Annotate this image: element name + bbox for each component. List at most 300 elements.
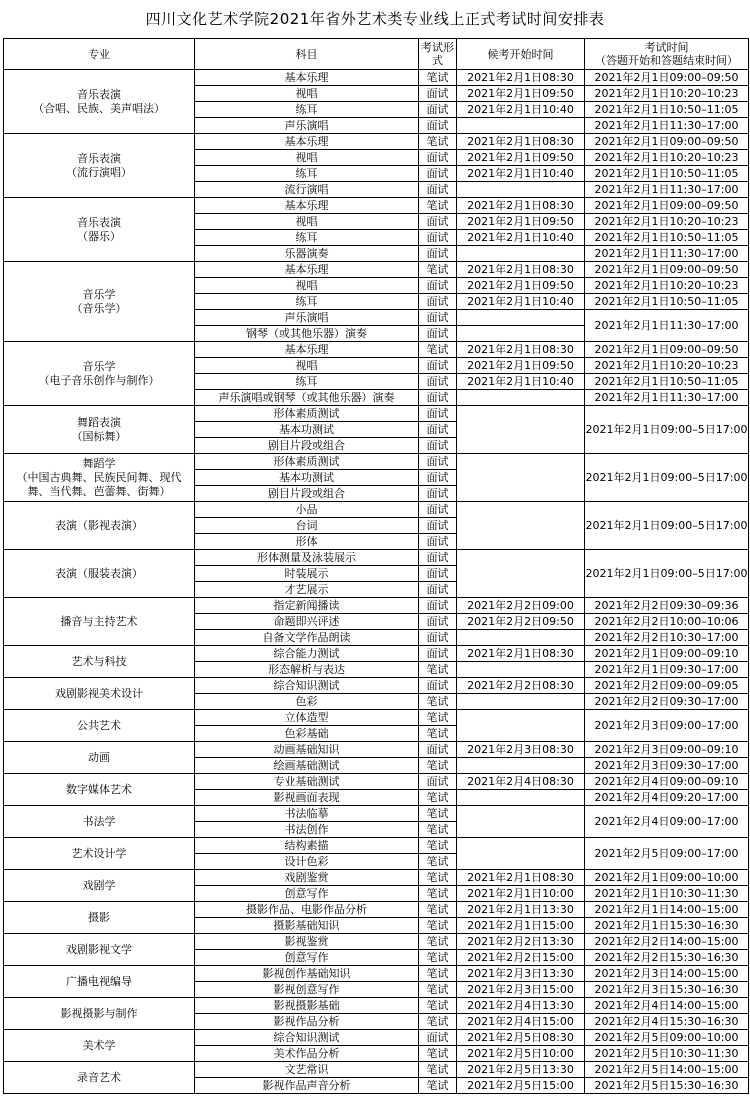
exam-time-cell: 2021年2月5日10:30–11:30 (585, 1046, 749, 1062)
table-row (4, 1030, 749, 1046)
exam-time-cell: 2021年2月3日09:30–17:00 (585, 758, 749, 774)
waiting-time-cell: 2021年2月1日10:00 (457, 886, 585, 902)
subject-cell: 综合能力测试 (195, 646, 419, 662)
major-name-line: 动画 (88, 750, 110, 764)
subject-cell: 形体素质测试 (195, 454, 419, 470)
exam-time-cell: 2021年2月1日09:00–5日17:00 (585, 550, 749, 598)
major-name-line: （中国古典舞、民族民间舞、现代 (16, 470, 182, 484)
major-name-line: 音乐学 (82, 359, 116, 373)
exam-time-cell: 2021年2月2日09:30–09:36 (585, 598, 749, 614)
exam-form-cell: 面试 (419, 502, 457, 518)
exam-form-cell: 面试 (419, 678, 457, 694)
exam-form-cell: 笔试 (419, 262, 457, 278)
waiting-time-cell: 2021年2月2日09:00 (457, 598, 585, 614)
waiting-time-cell: 2021年2月5日13:30 (457, 1062, 585, 1078)
subject-cell: 书法临摹 (195, 806, 419, 822)
major-cell (4, 1030, 195, 1062)
exam-time-cell: 2021年2月1日09:00–09:50 (585, 342, 749, 358)
subject-cell: 书法创作 (195, 822, 419, 838)
table-row (4, 966, 749, 982)
major-cell (4, 502, 195, 550)
exam-form-cell: 面试 (419, 406, 457, 422)
waiting-time-cell (457, 806, 585, 838)
exam-time-cell: 2021年2月1日10:50–11:05 (585, 102, 749, 118)
major-cell (4, 550, 195, 598)
exam-form-cell: 面试 (419, 438, 457, 454)
exam-time-cell: 2021年2月2日10:00–10:06 (585, 614, 749, 630)
exam-form-cell: 面试 (419, 214, 457, 230)
major-cell (4, 262, 195, 342)
exam-time-cell: 2021年2月3日15:30–16:30 (585, 982, 749, 998)
waiting-time-cell (457, 630, 585, 646)
exam-form-cell: 笔试 (419, 710, 457, 726)
table-row (4, 406, 749, 422)
exam-time-cell: 2021年2月1日09:00–09:50 (585, 262, 749, 278)
subject-cell: 练耳 (195, 230, 419, 246)
table-row (4, 342, 749, 358)
major-cell (4, 406, 195, 454)
exam-time-cell: 2021年2月3日09:00–09:10 (585, 742, 749, 758)
exam-form-cell: 面试 (419, 390, 457, 406)
exam-form-cell: 笔试 (419, 342, 457, 358)
exam-form-cell: 面试 (419, 518, 457, 534)
waiting-time-cell (457, 118, 585, 134)
exam-form-cell: 笔试 (419, 822, 457, 838)
waiting-time-cell: 2021年2月2日15:00 (457, 950, 585, 966)
major-name-line: 数字媒体艺术 (66, 782, 132, 796)
header-exam-time (585, 39, 749, 70)
waiting-time-cell: 2021年2月1日09:50 (457, 358, 585, 374)
exam-form-cell: 笔试 (419, 790, 457, 806)
exam-form-cell: 笔试 (419, 998, 457, 1014)
table-row (4, 678, 749, 694)
exam-time-cell: 2021年2月1日15:30–16:30 (585, 918, 749, 934)
subject-cell: 文艺常识 (195, 1062, 419, 1078)
subject-cell: 设计色彩 (195, 854, 419, 870)
exam-time-cell: 2021年2月1日10:20–10:23 (585, 278, 749, 294)
exam-time-cell: 2021年2月1日09:00–09:50 (585, 134, 749, 150)
exam-form-cell: 面试 (419, 230, 457, 246)
subject-cell: 视唱 (195, 214, 419, 230)
subject-cell: 综合知识测试 (195, 1030, 419, 1046)
exam-time-cell: 2021年2月1日10:50–11:05 (585, 294, 749, 310)
subject-cell: 影视创作基础知识 (195, 966, 419, 982)
subject-cell: 命题即兴评述 (195, 614, 419, 630)
waiting-time-cell: 2021年2月3日15:00 (457, 982, 585, 998)
exam-form-cell: 面试 (419, 150, 457, 166)
waiting-time-cell (457, 406, 585, 454)
major-name-line: 戏剧影视美术设计 (55, 686, 143, 700)
exam-time-cell: 2021年2月4日09:20–17:00 (585, 790, 749, 806)
major-name-line: 舞、当代舞、芭蕾舞、街舞） (27, 484, 171, 498)
header-exam-time-line1: 考试时间 (644, 41, 689, 54)
exam-form-cell: 面试 (419, 278, 457, 294)
subject-cell: 基本乐理 (195, 262, 419, 278)
subject-cell: 创意写作 (195, 950, 419, 966)
exam-time-cell: 2021年2月1日10:20–10:23 (585, 150, 749, 166)
exam-time-cell: 2021年2月3日14:00–15:00 (585, 966, 749, 982)
exam-form-cell: 面试 (419, 454, 457, 470)
exam-form-cell: 笔试 (419, 966, 457, 982)
waiting-time-cell: 2021年2月1日10:40 (457, 102, 585, 118)
subject-cell: 基本乐理 (195, 198, 419, 214)
exam-form-cell: 面试 (419, 646, 457, 662)
exam-form-cell: 面试 (419, 422, 457, 438)
exam-form-cell: 面试 (419, 582, 457, 598)
major-name-line: （国标舞） (71, 429, 127, 443)
subject-cell: 形体素质测试 (195, 406, 419, 422)
subject-cell: 色彩基础 (195, 726, 419, 742)
table-row (4, 838, 749, 854)
exam-time-cell: 2021年2月1日11:30–17:00 (585, 310, 749, 342)
waiting-time-cell: 2021年2月4日15:00 (457, 1014, 585, 1030)
major-cell (4, 678, 195, 710)
exam-time-cell: 2021年2月1日09:00–5日17:00 (585, 406, 749, 454)
major-cell (4, 70, 195, 134)
subject-cell: 基本功测试 (195, 470, 419, 486)
subject-cell: 影视摄影基础 (195, 998, 419, 1014)
waiting-time-cell (457, 662, 585, 678)
exam-time-cell: 2021年2月1日11:30–17:00 (585, 390, 749, 406)
table-row (4, 502, 749, 518)
subject-cell: 形体 (195, 534, 419, 550)
table-row (4, 454, 749, 470)
subject-cell: 影视鉴赏 (195, 934, 419, 950)
exam-time-cell: 2021年2月1日10:20–10:23 (585, 358, 749, 374)
subject-cell: 视唱 (195, 358, 419, 374)
waiting-time-cell: 2021年2月1日10:40 (457, 230, 585, 246)
subject-cell: 钢琴（或其他乐器）演奏 (195, 326, 419, 342)
exam-time-cell: 2021年2月5日09:00–10:00 (585, 1030, 749, 1046)
waiting-time-cell: 2021年2月1日08:30 (457, 870, 585, 886)
subject-cell: 摄影基础知识 (195, 918, 419, 934)
table-row (4, 550, 749, 566)
waiting-time-cell: 2021年2月1日08:30 (457, 70, 585, 86)
waiting-time-cell: 2021年2月1日09:50 (457, 278, 585, 294)
exam-time-cell: 2021年2月2日15:30–16:30 (585, 950, 749, 966)
exam-time-cell: 2021年2月1日09:00–09:50 (585, 70, 749, 86)
exam-form-cell: 笔试 (419, 806, 457, 822)
major-cell (4, 870, 195, 902)
exam-time-cell: 2021年2月2日09:30–17:00 (585, 694, 749, 710)
waiting-time-cell (457, 790, 585, 806)
waiting-time-cell: 2021年2月2日08:30 (457, 678, 585, 694)
table-row (4, 870, 749, 886)
subject-cell: 结构素描 (195, 838, 419, 854)
exam-time-cell: 2021年2月1日14:00–15:00 (585, 902, 749, 918)
subject-cell: 形态解析与表达 (195, 662, 419, 678)
exam-time-cell: 2021年2月1日09:00–5日17:00 (585, 454, 749, 502)
major-cell (4, 902, 195, 934)
header-row (4, 39, 749, 70)
exam-form-cell: 面试 (419, 774, 457, 790)
exam-form-cell: 笔试 (419, 1078, 457, 1094)
exam-form-cell: 面试 (419, 246, 457, 262)
major-name-line: 表演（影视表演） (55, 518, 143, 532)
subject-cell: 立体造型 (195, 710, 419, 726)
subject-cell: 才艺展示 (195, 582, 419, 598)
waiting-time-cell: 2021年2月5日10:00 (457, 1046, 585, 1062)
exam-form-cell: 面试 (419, 550, 457, 566)
major-name-line: 广播电视编导 (66, 974, 132, 988)
exam-form-cell: 笔试 (419, 70, 457, 86)
exam-form-cell: 笔试 (419, 982, 457, 998)
waiting-time-cell (457, 758, 585, 774)
waiting-time-cell: 2021年2月1日08:30 (457, 646, 585, 662)
major-name-line: 音乐学 (82, 287, 116, 301)
subject-cell: 综合知识测试 (195, 678, 419, 694)
exam-form-cell: 面试 (419, 742, 457, 758)
waiting-time-cell (457, 390, 585, 406)
waiting-time-cell: 2021年2月4日08:30 (457, 774, 585, 790)
exam-time-cell: 2021年2月1日09:00–10:00 (585, 870, 749, 886)
major-cell (4, 198, 195, 262)
major-cell (4, 998, 195, 1030)
exam-form-cell: 面试 (419, 614, 457, 630)
subject-cell: 练耳 (195, 294, 419, 310)
subject-cell: 视唱 (195, 86, 419, 102)
major-name-line: 表演（服装表演） (55, 566, 143, 580)
major-cell (4, 134, 195, 198)
exam-time-cell: 2021年2月1日10:20–10:23 (585, 214, 749, 230)
waiting-time-cell: 2021年2月4日13:30 (457, 998, 585, 1014)
subject-cell: 戏剧鉴赏 (195, 870, 419, 886)
major-cell (4, 966, 195, 998)
subject-cell: 影视创意写作 (195, 982, 419, 998)
subject-cell: 基本乐理 (195, 342, 419, 358)
header-major: 专业 (4, 39, 195, 70)
header-form: 考试形式 (419, 39, 457, 70)
major-name-line: 摄影 (88, 910, 110, 924)
waiting-time-cell: 2021年2月1日13:30 (457, 902, 585, 918)
exam-form-cell: 笔试 (419, 726, 457, 742)
major-name-line: （音乐学） (71, 301, 127, 315)
exam-form-cell: 笔试 (419, 1014, 457, 1030)
exam-form-cell: 面试 (419, 166, 457, 182)
major-name-line: （器乐） (77, 229, 121, 243)
exam-form-cell: 笔试 (419, 902, 457, 918)
exam-time-cell: 2021年2月1日10:50–11:05 (585, 230, 749, 246)
subject-cell: 基本乐理 (195, 134, 419, 150)
exam-form-cell: 面试 (419, 470, 457, 486)
subject-cell: 美术作品分析 (195, 1046, 419, 1062)
exam-time-cell: 2021年2月5日15:30–16:30 (585, 1078, 749, 1094)
waiting-time-cell (457, 838, 585, 870)
waiting-time-cell (457, 454, 585, 502)
table-row (4, 998, 749, 1014)
exam-time-cell: 2021年2月2日14:00–15:00 (585, 934, 749, 950)
exam-form-cell: 面试 (419, 598, 457, 614)
waiting-time-cell (457, 710, 585, 742)
major-name-line: 影视摄影与制作 (60, 1006, 138, 1020)
table-row (4, 134, 749, 150)
major-name-line: 戏剧学 (82, 878, 116, 892)
major-cell (4, 646, 195, 678)
waiting-time-cell: 2021年2月1日09:50 (457, 86, 585, 102)
subject-cell: 自备文学作品朗读 (195, 630, 419, 646)
exam-time-cell: 2021年2月1日09:30–17:00 (585, 662, 749, 678)
waiting-time-cell (457, 310, 585, 326)
major-cell (4, 1062, 195, 1094)
exam-form-cell: 面试 (419, 102, 457, 118)
exam-form-cell: 面试 (419, 486, 457, 502)
table-row (4, 742, 749, 758)
subject-cell: 剧目片段或组合 (195, 486, 419, 502)
waiting-time-cell: 2021年2月1日09:50 (457, 214, 585, 230)
exam-time-cell: 2021年2月1日11:30–17:00 (585, 246, 749, 262)
waiting-time-cell: 2021年2月1日09:50 (457, 150, 585, 166)
exam-form-cell: 笔试 (419, 662, 457, 678)
subject-cell: 影视作品声音分析 (195, 1078, 419, 1094)
exam-time-cell: 2021年2月1日10:50–11:05 (585, 166, 749, 182)
major-cell (4, 454, 195, 502)
waiting-time-cell (457, 326, 585, 342)
major-name-line: （流行演唱） (66, 165, 132, 179)
subject-cell: 时装展示 (195, 566, 419, 582)
major-name-line: 音乐表演 (77, 151, 121, 165)
subject-cell: 绘画基础测试 (195, 758, 419, 774)
subject-cell: 流行演唱 (195, 182, 419, 198)
major-name-line: 播音与主持艺术 (60, 614, 138, 628)
waiting-time-cell: 2021年2月1日10:40 (457, 294, 585, 310)
exam-time-cell: 2021年2月4日15:30–16:30 (585, 1014, 749, 1030)
subject-cell: 形体测量及泳装展示 (195, 550, 419, 566)
subject-cell: 视唱 (195, 150, 419, 166)
major-name-line: 艺术设计学 (71, 846, 127, 860)
waiting-time-cell (457, 694, 585, 710)
exam-form-cell: 面试 (419, 1030, 457, 1046)
waiting-time-cell: 2021年2月2日09:50 (457, 614, 585, 630)
subject-cell: 声乐演唱 (195, 118, 419, 134)
subject-cell: 摄影作品、电影作品分析 (195, 902, 419, 918)
table-row (4, 774, 749, 790)
exam-time-cell: 2021年2月2日09:00–09:05 (585, 678, 749, 694)
table-row (4, 1062, 749, 1078)
major-cell (4, 742, 195, 774)
major-name-line: 录音艺术 (77, 1070, 121, 1084)
waiting-time-cell: 2021年2月1日10:40 (457, 166, 585, 182)
major-name-line: 艺术与科技 (71, 654, 127, 668)
header-exam-time-line2: （答题开始和答题结束时间） (595, 54, 738, 67)
exam-time-cell: 2021年2月4日09:00–09:10 (585, 774, 749, 790)
exam-form-cell: 笔试 (419, 950, 457, 966)
subject-cell: 台词 (195, 518, 419, 534)
waiting-time-cell (457, 550, 585, 598)
waiting-time-cell: 2021年2月2日13:30 (457, 934, 585, 950)
major-name-line: 音乐表演 (77, 87, 121, 101)
header-waiting-time: 候考开始时间 (457, 39, 585, 70)
exam-time-cell: 2021年2月1日09:00–09:10 (585, 646, 749, 662)
waiting-time-cell (457, 502, 585, 550)
exam-form-cell: 面试 (419, 358, 457, 374)
major-name-line: 舞蹈学 (82, 456, 116, 470)
subject-cell: 练耳 (195, 374, 419, 390)
exam-form-cell: 笔试 (419, 854, 457, 870)
exam-form-cell: 面试 (419, 566, 457, 582)
exam-form-cell: 笔试 (419, 838, 457, 854)
exam-time-cell: 2021年2月1日09:00–5日17:00 (585, 502, 749, 550)
subject-cell: 声乐演唱或钢琴（或其他乐器）演奏 (195, 390, 419, 406)
subject-cell: 声乐演唱 (195, 310, 419, 326)
subject-cell: 动画基础知识 (195, 742, 419, 758)
major-cell (4, 710, 195, 742)
major-name-line: 公共艺术 (77, 718, 121, 732)
waiting-time-cell: 2021年2月5日15:00 (457, 1078, 585, 1094)
exam-form-cell: 笔试 (419, 870, 457, 886)
exam-schedule-table (3, 38, 749, 1094)
exam-time-cell: 2021年2月1日11:30–17:00 (585, 182, 749, 198)
exam-form-cell: 面试 (419, 182, 457, 198)
exam-form-cell: 面试 (419, 326, 457, 342)
table-body (4, 39, 749, 1094)
major-name-line: 美术学 (82, 1038, 116, 1052)
major-cell (4, 934, 195, 966)
exam-form-cell: 笔试 (419, 758, 457, 774)
table-row (4, 262, 749, 278)
exam-time-cell: 2021年2月5日14:00–15:00 (585, 1062, 749, 1078)
subject-cell: 视唱 (195, 278, 419, 294)
major-name-line: 戏剧影视文学 (66, 942, 132, 956)
exam-form-cell: 笔试 (419, 886, 457, 902)
exam-time-cell: 2021年2月1日11:30–17:00 (585, 118, 749, 134)
subject-cell: 练耳 (195, 166, 419, 182)
waiting-time-cell: 2021年2月5日08:30 (457, 1030, 585, 1046)
subject-cell: 色彩 (195, 694, 419, 710)
exam-time-cell: 2021年2月1日10:20–10:23 (585, 86, 749, 102)
subject-cell: 专业基础测试 (195, 774, 419, 790)
exam-time-cell: 2021年2月4日14:00–15:00 (585, 998, 749, 1014)
exam-form-cell: 面试 (419, 310, 457, 326)
subject-cell: 创意写作 (195, 886, 419, 902)
table-row (4, 70, 749, 86)
exam-form-cell: 笔试 (419, 694, 457, 710)
subject-cell: 基本功测试 (195, 422, 419, 438)
exam-time-cell: 2021年2月2日10:30–17:00 (585, 630, 749, 646)
waiting-time-cell: 2021年2月1日15:00 (457, 918, 585, 934)
exam-form-cell: 面试 (419, 630, 457, 646)
table-row (4, 902, 749, 918)
exam-time-cell: 2021年2月1日10:50–11:05 (585, 374, 749, 390)
major-name-line: 书法学 (82, 814, 116, 828)
major-cell (4, 774, 195, 806)
waiting-time-cell: 2021年2月1日08:30 (457, 262, 585, 278)
table-row (4, 598, 749, 614)
major-name-line: （电子音乐创作与制作） (38, 373, 160, 387)
exam-time-cell: 2021年2月5日09:00–17:00 (585, 838, 749, 870)
waiting-time-cell: 2021年2月3日08:30 (457, 742, 585, 758)
waiting-time-cell: 2021年2月1日08:30 (457, 342, 585, 358)
waiting-time-cell (457, 246, 585, 262)
exam-form-cell: 笔试 (419, 934, 457, 950)
table-row (4, 646, 749, 662)
table-row (4, 710, 749, 726)
waiting-time-cell: 2021年2月1日08:30 (457, 198, 585, 214)
subject-cell: 剧目片段或组合 (195, 438, 419, 454)
exam-form-cell: 笔试 (419, 198, 457, 214)
major-name-line: 音乐表演 (77, 215, 121, 229)
subject-cell: 基本乐理 (195, 70, 419, 86)
exam-time-cell: 2021年2月1日09:00–09:50 (585, 198, 749, 214)
table-row (4, 934, 749, 950)
exam-form-cell: 笔试 (419, 134, 457, 150)
exam-form-cell: 面试 (419, 118, 457, 134)
exam-form-cell: 面试 (419, 534, 457, 550)
exam-form-cell: 面试 (419, 374, 457, 390)
major-cell (4, 806, 195, 838)
subject-cell: 影视画面表现 (195, 790, 419, 806)
waiting-time-cell: 2021年2月1日08:30 (457, 134, 585, 150)
page-title: 四川文化艺术学院2021年省外艺术类专业线上正式考试时间安排表 (145, 10, 605, 28)
